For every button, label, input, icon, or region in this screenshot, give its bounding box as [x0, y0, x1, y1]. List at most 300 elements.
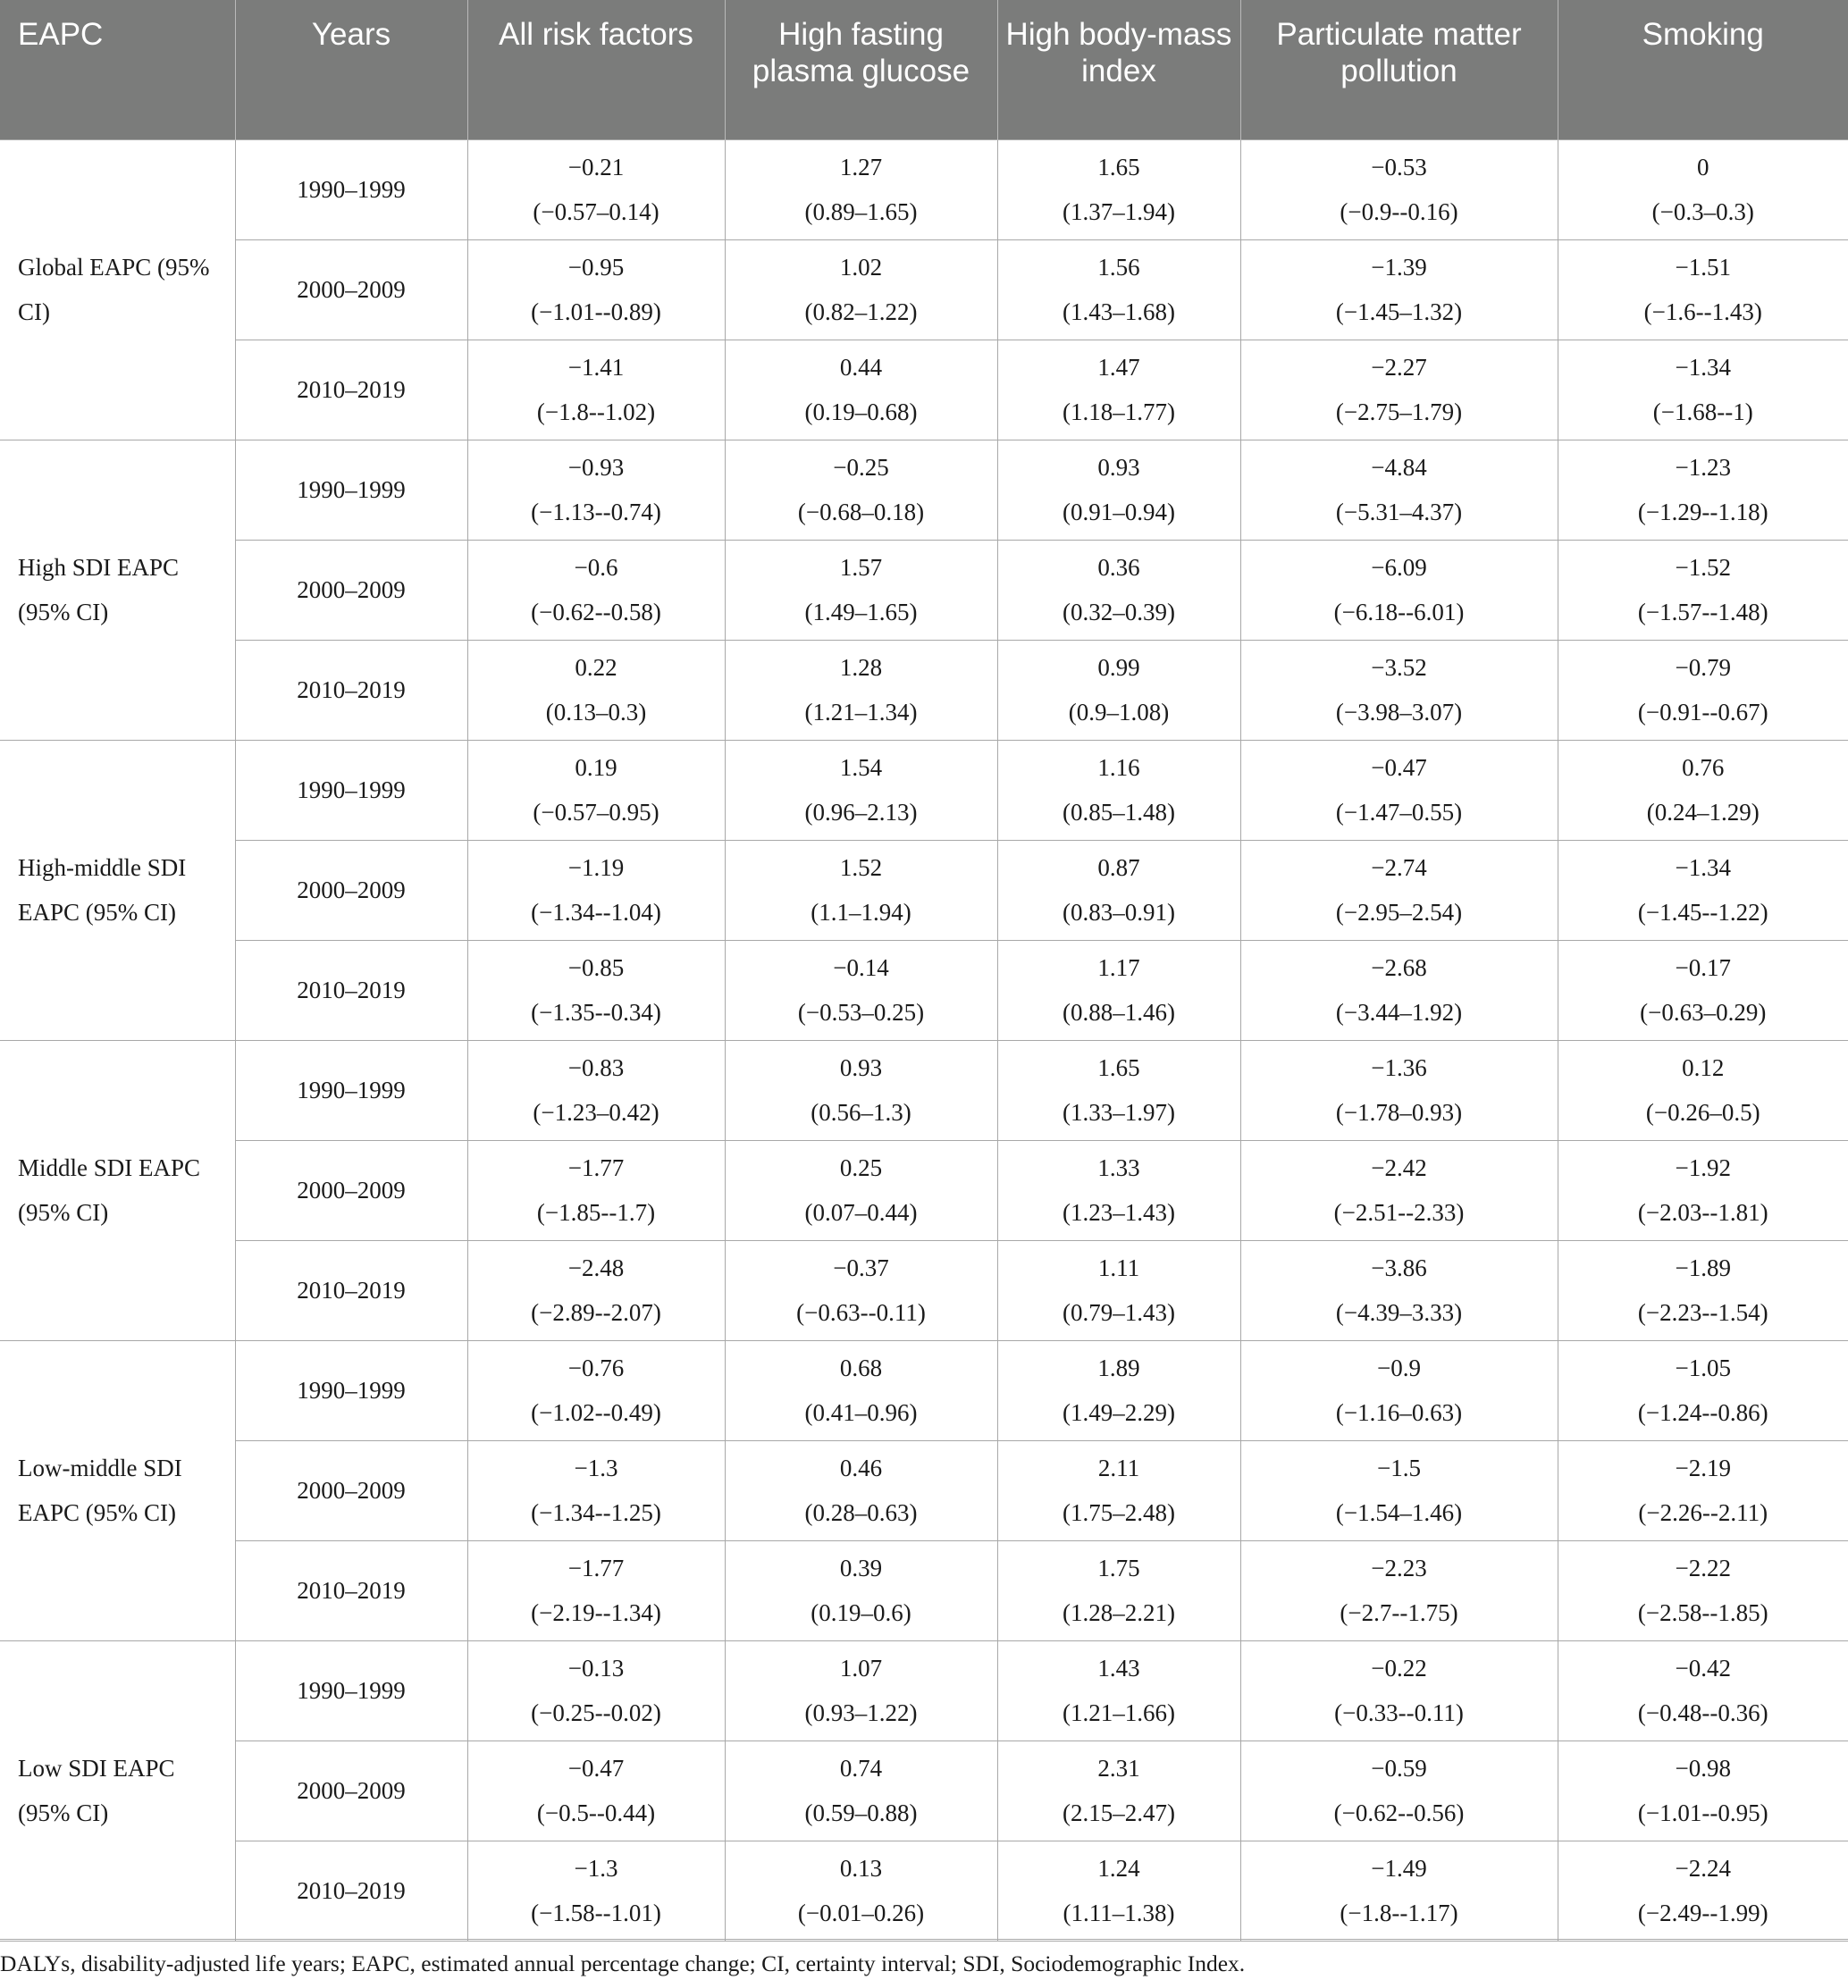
table-row: [0, 139, 1848, 239]
estimate-value: 1.24: [1097, 1855, 1140, 1882]
estimate-value: 1.28: [839, 654, 883, 681]
estimate-value: −2.19: [1675, 1455, 1731, 1481]
table-row: [0, 840, 1848, 940]
estimate-value: 0.36: [1097, 554, 1140, 581]
confidence-interval: (−1.24--0.86): [1637, 1399, 1768, 1426]
table-row: [0, 1140, 1848, 1240]
table-row: [0, 1540, 1848, 1640]
confidence-interval: (−1.45–1.32): [1335, 298, 1463, 325]
value-cell: [1240, 1340, 1558, 1440]
confidence-interval: (−0.62--0.56): [1333, 1799, 1465, 1826]
years-cell: 2010–2019: [235, 1540, 467, 1640]
confidence-interval: (1.23–1.43): [1063, 1199, 1175, 1226]
value-cell: [997, 1440, 1240, 1540]
value-cell: [1240, 440, 1558, 540]
estimate-value: −1.39: [1371, 254, 1427, 281]
value-cell: [1558, 940, 1848, 1040]
estimate-value: 1.65: [1097, 154, 1140, 180]
group-label-cell: High-middle SDI EAPC (95% CI): [0, 740, 235, 1040]
value-cell: [467, 640, 725, 740]
estimate-value: −0.83: [567, 1054, 625, 1081]
group-label-cell: Middle SDI EAPC (95% CI): [0, 1040, 235, 1340]
value-cell: [1240, 1140, 1558, 1240]
confidence-interval: (−1.68--1): [1652, 398, 1753, 425]
years-cell: 2000–2009: [235, 239, 467, 340]
estimate-value: −0.42: [1675, 1655, 1731, 1682]
header-row: [0, 0, 1848, 139]
confidence-interval: (−1.34--1.04): [531, 899, 661, 926]
value-cell: [1240, 1040, 1558, 1140]
header-cell-all-risk-factors: All risk factors: [467, 0, 725, 139]
confidence-interval: (−5.31–4.37): [1335, 499, 1463, 525]
confidence-interval: (0.19–0.6): [811, 1599, 911, 1626]
confidence-interval: (−4.39–3.33): [1335, 1299, 1463, 1326]
table-body: [0, 139, 1848, 1941]
confidence-interval: (1.43–1.68): [1063, 298, 1175, 325]
confidence-interval: (0.41–0.96): [804, 1399, 918, 1426]
confidence-interval: (−2.51--2.33): [1333, 1199, 1465, 1226]
estimate-value: 0.93: [1097, 454, 1140, 481]
value-cell: [1558, 840, 1848, 940]
value-cell: [725, 440, 997, 540]
estimate-value: −2.68: [1371, 954, 1427, 981]
value-cell: [997, 239, 1240, 340]
confidence-interval: (−1.35--0.34): [531, 999, 661, 1026]
confidence-interval: (−1.85--1.7): [536, 1199, 656, 1226]
confidence-interval: (−0.63--0.11): [796, 1299, 926, 1326]
estimate-value: −0.53: [1371, 154, 1427, 180]
estimate-value: 0.19: [575, 754, 617, 781]
estimate-value: −1.19: [567, 854, 625, 881]
confidence-interval: (−0.9--0.16): [1340, 198, 1458, 225]
estimate-value: −1.51: [1675, 254, 1731, 281]
confidence-interval: (1.75–2.48): [1063, 1499, 1175, 1526]
value-cell: [467, 1040, 725, 1140]
estimate-value: −0.21: [567, 154, 625, 180]
confidence-interval: (−6.18--6.01): [1333, 599, 1465, 625]
value-cell: [1558, 1841, 1848, 1941]
estimate-value: −1.34: [1675, 354, 1731, 381]
estimate-value: −2.22: [1675, 1555, 1731, 1581]
years-cell: 2010–2019: [235, 640, 467, 740]
value-cell: [1558, 1340, 1848, 1440]
value-cell: [1240, 940, 1558, 1040]
confidence-interval: (2.15–2.47): [1063, 1799, 1175, 1826]
value-cell: [1240, 1841, 1558, 1941]
value-cell: [467, 1741, 725, 1841]
value-cell: [1240, 1640, 1558, 1741]
value-cell: [725, 340, 997, 440]
header-cell-high-body-mass-index: High body-mass index: [997, 0, 1240, 139]
confidence-interval: (−0.5--0.44): [536, 1799, 656, 1826]
years-cell: 1990–1999: [235, 1340, 467, 1440]
value-cell: [467, 540, 725, 640]
confidence-interval: (0.56–1.3): [811, 1099, 911, 1126]
value-cell: [1558, 1240, 1848, 1340]
estimate-value: 2.31: [1097, 1755, 1140, 1782]
value-cell: [725, 1540, 997, 1640]
estimate-value: 0.93: [839, 1054, 883, 1081]
estimate-value: 0.44: [839, 354, 883, 381]
value-cell: [1240, 340, 1558, 440]
table-row: [0, 640, 1848, 740]
estimate-value: 0.74: [839, 1755, 883, 1782]
estimate-value: −0.93: [567, 454, 625, 481]
confidence-interval: (1.1–1.94): [811, 899, 911, 926]
value-cell: [725, 1841, 997, 1941]
estimate-value: 0: [1697, 154, 1709, 180]
value-cell: [467, 1140, 725, 1240]
years-cell: 1990–1999: [235, 139, 467, 239]
confidence-interval: (0.32–0.39): [1063, 599, 1175, 625]
confidence-interval: (−0.68–0.18): [797, 499, 925, 525]
confidence-interval: (−1.47–0.55): [1335, 799, 1463, 826]
value-cell: [1240, 1540, 1558, 1640]
estimate-value: 0.87: [1097, 854, 1140, 881]
confidence-interval: (−1.02--0.49): [531, 1399, 661, 1426]
confidence-interval: (−1.54–1.46): [1335, 1499, 1463, 1526]
estimate-value: 1.65: [1097, 1054, 1140, 1081]
value-cell: [1240, 640, 1558, 740]
estimate-value: 0.22: [575, 654, 617, 681]
confidence-interval: (−2.95–2.54): [1335, 899, 1463, 926]
value-cell: [1558, 1140, 1848, 1240]
value-cell: [997, 840, 1240, 940]
value-cell: [725, 1440, 997, 1540]
value-cell: [1240, 239, 1558, 340]
confidence-interval: (−0.26–0.5): [1645, 1099, 1760, 1126]
value-cell: [725, 640, 997, 740]
confidence-interval: (−2.58--1.85): [1637, 1599, 1768, 1626]
value-cell: [1558, 740, 1848, 840]
estimate-value: 1.11: [1097, 1254, 1140, 1281]
confidence-interval: (0.91–0.94): [1063, 499, 1175, 525]
estimate-value: −3.52: [1371, 654, 1427, 681]
confidence-interval: (0.88–1.46): [1063, 999, 1175, 1026]
confidence-interval: (−1.57--1.48): [1637, 599, 1768, 625]
confidence-interval: (−1.8--1.17): [1340, 1900, 1458, 1926]
value-cell: [997, 1640, 1240, 1741]
value-cell: [997, 440, 1240, 540]
value-cell: [1558, 1640, 1848, 1741]
estimate-value: −1.3: [574, 1455, 618, 1481]
value-cell: [467, 940, 725, 1040]
confidence-interval: (−1.34--1.25): [531, 1499, 661, 1526]
confidence-interval: (−1.23–0.42): [533, 1099, 659, 1126]
estimate-value: −2.24: [1675, 1855, 1731, 1882]
confidence-interval: (0.79–1.43): [1063, 1299, 1175, 1326]
estimate-value: 0.99: [1097, 654, 1140, 681]
value-cell: [997, 1540, 1240, 1640]
group-label-cell: Low SDI EAPC (95% CI): [0, 1640, 235, 1941]
estimate-value: −0.79: [1675, 654, 1731, 681]
estimate-value: 0.46: [839, 1455, 883, 1481]
confidence-interval: (−0.01–0.26): [797, 1900, 925, 1926]
confidence-interval: (1.49–1.65): [804, 599, 918, 625]
estimate-value: −0.22: [1371, 1655, 1427, 1682]
estimate-value: 1.89: [1097, 1355, 1140, 1381]
estimate-value: 1.17: [1097, 954, 1140, 981]
estimate-value: 1.43: [1097, 1655, 1140, 1682]
table-footnote: DALYs, disability-adjusted life years; EAPC, estimated annual percentage change; CI, certainty interval; SDI, Sociodemographic Index.: [0, 1939, 1848, 1977]
confidence-interval: (−1.29--1.18): [1637, 499, 1768, 525]
confidence-interval: (0.96–2.13): [804, 799, 918, 826]
value-cell: [1558, 640, 1848, 740]
value-cell: [467, 1841, 725, 1941]
estimate-value: −0.9: [1377, 1355, 1421, 1381]
confidence-interval: (1.33–1.97): [1063, 1099, 1175, 1126]
confidence-interval: (−1.8--1.02): [536, 398, 656, 425]
value-cell: [467, 1340, 725, 1440]
years-cell: 2010–2019: [235, 1240, 467, 1340]
estimate-value: −1.49: [1371, 1855, 1427, 1882]
confidence-interval: (0.07–0.44): [804, 1199, 918, 1226]
estimate-value: −1.77: [567, 1154, 625, 1181]
estimate-value: −6.09: [1371, 554, 1427, 581]
confidence-interval: (−1.6--1.43): [1643, 298, 1762, 325]
value-cell: [725, 239, 997, 340]
value-cell: [1240, 1240, 1558, 1340]
value-cell: [1558, 1741, 1848, 1841]
confidence-interval: (0.83–0.91): [1063, 899, 1175, 926]
value-cell: [467, 1640, 725, 1741]
value-cell: [1558, 440, 1848, 540]
years-cell: 2000–2009: [235, 540, 467, 640]
value-cell: [1240, 1440, 1558, 1540]
estimate-value: 1.33: [1097, 1154, 1140, 1181]
value-cell: [725, 1741, 997, 1841]
estimate-value: −0.14: [833, 954, 889, 981]
estimate-value: −1.23: [1675, 454, 1731, 481]
estimate-value: −0.95: [567, 254, 625, 281]
group-label-cell: Low-middle SDI EAPC (95% CI): [0, 1340, 235, 1640]
estimate-value: −0.17: [1675, 954, 1731, 981]
years-cell: 1990–1999: [235, 740, 467, 840]
table-row: [0, 1640, 1848, 1741]
confidence-interval: (−2.75–1.79): [1335, 398, 1463, 425]
confidence-interval: (0.13–0.3): [545, 699, 647, 726]
value-cell: [1240, 840, 1558, 940]
value-cell: [997, 1340, 1240, 1440]
value-cell: [467, 840, 725, 940]
confidence-interval: (−1.01--0.89): [531, 298, 661, 325]
value-cell: [725, 740, 997, 840]
estimate-value: −0.76: [567, 1355, 625, 1381]
confidence-interval: (−2.03--1.81): [1637, 1199, 1768, 1226]
confidence-interval: (0.59–0.88): [804, 1799, 918, 1826]
header-cell-particulate-matter-pollution: Particulate matter pollution: [1240, 0, 1558, 139]
confidence-interval: (−2.19--1.34): [531, 1599, 661, 1626]
estimate-value: −3.86: [1371, 1254, 1427, 1281]
table-row: [0, 540, 1848, 640]
confidence-interval: (−0.57–0.14): [533, 198, 659, 225]
confidence-interval: (−0.63–0.29): [1640, 999, 1767, 1026]
years-cell: 2000–2009: [235, 1440, 467, 1540]
value-cell: [1240, 740, 1558, 840]
value-cell: [725, 1040, 997, 1140]
estimate-value: −0.85: [567, 954, 625, 981]
estimate-value: 0.25: [839, 1154, 883, 1181]
value-cell: [997, 1841, 1240, 1941]
estimate-value: −2.48: [567, 1254, 625, 1281]
estimate-value: 1.52: [839, 854, 883, 881]
value-cell: [1240, 1741, 1558, 1841]
value-cell: [467, 239, 725, 340]
value-cell: [725, 540, 997, 640]
confidence-interval: (−0.33--0.11): [1334, 1699, 1464, 1726]
confidence-interval: (−1.78–0.93): [1335, 1099, 1463, 1126]
value-cell: [467, 1540, 725, 1640]
estimate-value: −1.77: [567, 1555, 625, 1581]
confidence-interval: (−2.26--2.11): [1638, 1499, 1768, 1526]
value-cell: [467, 139, 725, 239]
estimate-value: −0.47: [1371, 754, 1427, 781]
estimate-value: −1.36: [1371, 1054, 1427, 1081]
confidence-interval: (−0.53–0.25): [797, 999, 925, 1026]
confidence-interval: (−3.98–3.07): [1335, 699, 1463, 726]
value-cell: [997, 1140, 1240, 1240]
estimate-value: −1.05: [1675, 1355, 1731, 1381]
confidence-interval: (1.28–2.21): [1063, 1599, 1175, 1626]
table-header: [0, 0, 1848, 139]
confidence-interval: (0.19–0.68): [804, 398, 918, 425]
table-row: [0, 1741, 1848, 1841]
estimate-value: 1.56: [1097, 254, 1140, 281]
value-cell: [1558, 1540, 1848, 1640]
confidence-interval: (0.9–1.08): [1068, 699, 1170, 726]
value-cell: [467, 440, 725, 540]
value-cell: [1558, 1040, 1848, 1140]
years-cell: 1990–1999: [235, 440, 467, 540]
confidence-interval: (−1.01--0.95): [1637, 1799, 1768, 1826]
confidence-interval: (1.11–1.38): [1063, 1900, 1175, 1926]
table-row: [0, 740, 1848, 840]
confidence-interval: (−2.23--1.54): [1637, 1299, 1768, 1326]
years-cell: 2000–2009: [235, 1140, 467, 1240]
confidence-interval: (−2.89--2.07): [531, 1299, 661, 1326]
estimate-value: 1.02: [839, 254, 883, 281]
table-row: [0, 440, 1848, 540]
value-cell: [997, 1240, 1240, 1340]
estimate-value: −4.84: [1371, 454, 1427, 481]
group-label-cell: High SDI EAPC (95% CI): [0, 440, 235, 740]
estimate-value: 0.68: [839, 1355, 883, 1381]
confidence-interval: (−0.25--0.02): [531, 1699, 661, 1726]
value-cell: [997, 340, 1240, 440]
header-cell-eapc: EAPC: [0, 0, 235, 139]
years-cell: 2000–2009: [235, 1741, 467, 1841]
estimate-value: −1.5: [1377, 1455, 1421, 1481]
estimate-value: −0.98: [1675, 1755, 1731, 1782]
years-cell: 2010–2019: [235, 340, 467, 440]
estimate-value: 1.57: [839, 554, 883, 581]
table-row: [0, 1841, 1848, 1941]
confidence-interval: (0.28–0.63): [804, 1499, 918, 1526]
years-cell: 1990–1999: [235, 1040, 467, 1140]
confidence-interval: (−0.91--0.67): [1637, 699, 1768, 726]
years-cell: 1990–1999: [235, 1640, 467, 1741]
table-row: [0, 1240, 1848, 1340]
estimate-value: 1.47: [1097, 354, 1140, 381]
estimate-value: −2.42: [1371, 1154, 1427, 1181]
confidence-interval: (1.37–1.94): [1063, 198, 1175, 225]
estimate-value: −0.37: [833, 1254, 889, 1281]
confidence-interval: (0.93–1.22): [804, 1699, 918, 1726]
header-cell-smoking: Smoking: [1558, 0, 1848, 139]
years-cell: 2010–2019: [235, 940, 467, 1040]
confidence-interval: (−1.16–0.63): [1335, 1399, 1463, 1426]
estimate-value: 1.27: [839, 154, 883, 180]
estimate-value: −0.13: [567, 1655, 625, 1682]
estimate-value: 1.16: [1097, 754, 1140, 781]
value-cell: [1240, 139, 1558, 239]
estimate-value: −2.23: [1371, 1555, 1427, 1581]
confidence-interval: (1.49–2.29): [1063, 1399, 1175, 1426]
value-cell: [997, 139, 1240, 239]
estimate-value: −2.74: [1371, 854, 1427, 881]
estimate-value: 0.76: [1682, 754, 1725, 781]
estimate-value: −1.41: [567, 354, 625, 381]
table-row: [0, 940, 1848, 1040]
header-cell-years: Years: [235, 0, 467, 139]
confidence-interval: (−1.45--1.22): [1637, 899, 1768, 926]
value-cell: [725, 1640, 997, 1741]
years-cell: 2010–2019: [235, 1841, 467, 1941]
value-cell: [725, 139, 997, 239]
confidence-interval: (−0.57–0.95): [533, 799, 659, 826]
value-cell: [1558, 540, 1848, 640]
table-row: [0, 1340, 1848, 1440]
estimate-value: 2.11: [1097, 1455, 1140, 1481]
estimate-value: −1.52: [1675, 554, 1731, 581]
confidence-interval: (−2.49--1.99): [1637, 1900, 1768, 1926]
value-cell: [997, 1741, 1240, 1841]
value-cell: [997, 740, 1240, 840]
value-cell: [467, 1240, 725, 1340]
confidence-interval: (−0.3–0.3): [1651, 198, 1754, 225]
confidence-interval: (1.21–1.34): [804, 699, 918, 726]
estimate-value: 0.39: [839, 1555, 883, 1581]
value-cell: [997, 940, 1240, 1040]
table-row: [0, 1440, 1848, 1540]
estimate-value: −0.59: [1371, 1755, 1427, 1782]
years-cell: 2000–2009: [235, 840, 467, 940]
estimate-value: −1.92: [1675, 1154, 1731, 1181]
group-label-cell: Global EAPC (95% CI): [0, 139, 235, 440]
confidence-interval: (0.82–1.22): [804, 298, 918, 325]
header-cell-high-fasting-plasma-glucose: High fasting plasma glucose: [725, 0, 997, 139]
confidence-interval: (−1.58--1.01): [531, 1900, 661, 1926]
estimate-value: 1.75: [1097, 1555, 1140, 1581]
value-cell: [1558, 139, 1848, 239]
value-cell: [725, 840, 997, 940]
estimate-value: −0.25: [833, 454, 889, 481]
estimate-value: −0.6: [574, 554, 618, 581]
value-cell: [997, 540, 1240, 640]
estimate-value: −1.34: [1675, 854, 1731, 881]
value-cell: [725, 1240, 997, 1340]
confidence-interval: (0.24–1.29): [1646, 799, 1760, 826]
value-cell: [725, 940, 997, 1040]
confidence-interval: (−0.48--0.36): [1637, 1699, 1768, 1726]
confidence-interval: (−0.62--0.58): [531, 599, 661, 625]
estimate-value: 0.13: [839, 1855, 883, 1882]
estimate-value: 1.54: [839, 754, 883, 781]
value-cell: [1558, 1440, 1848, 1540]
confidence-interval: (1.18–1.77): [1063, 398, 1175, 425]
confidence-interval: (−3.44–1.92): [1335, 999, 1463, 1026]
value-cell: [1558, 239, 1848, 340]
